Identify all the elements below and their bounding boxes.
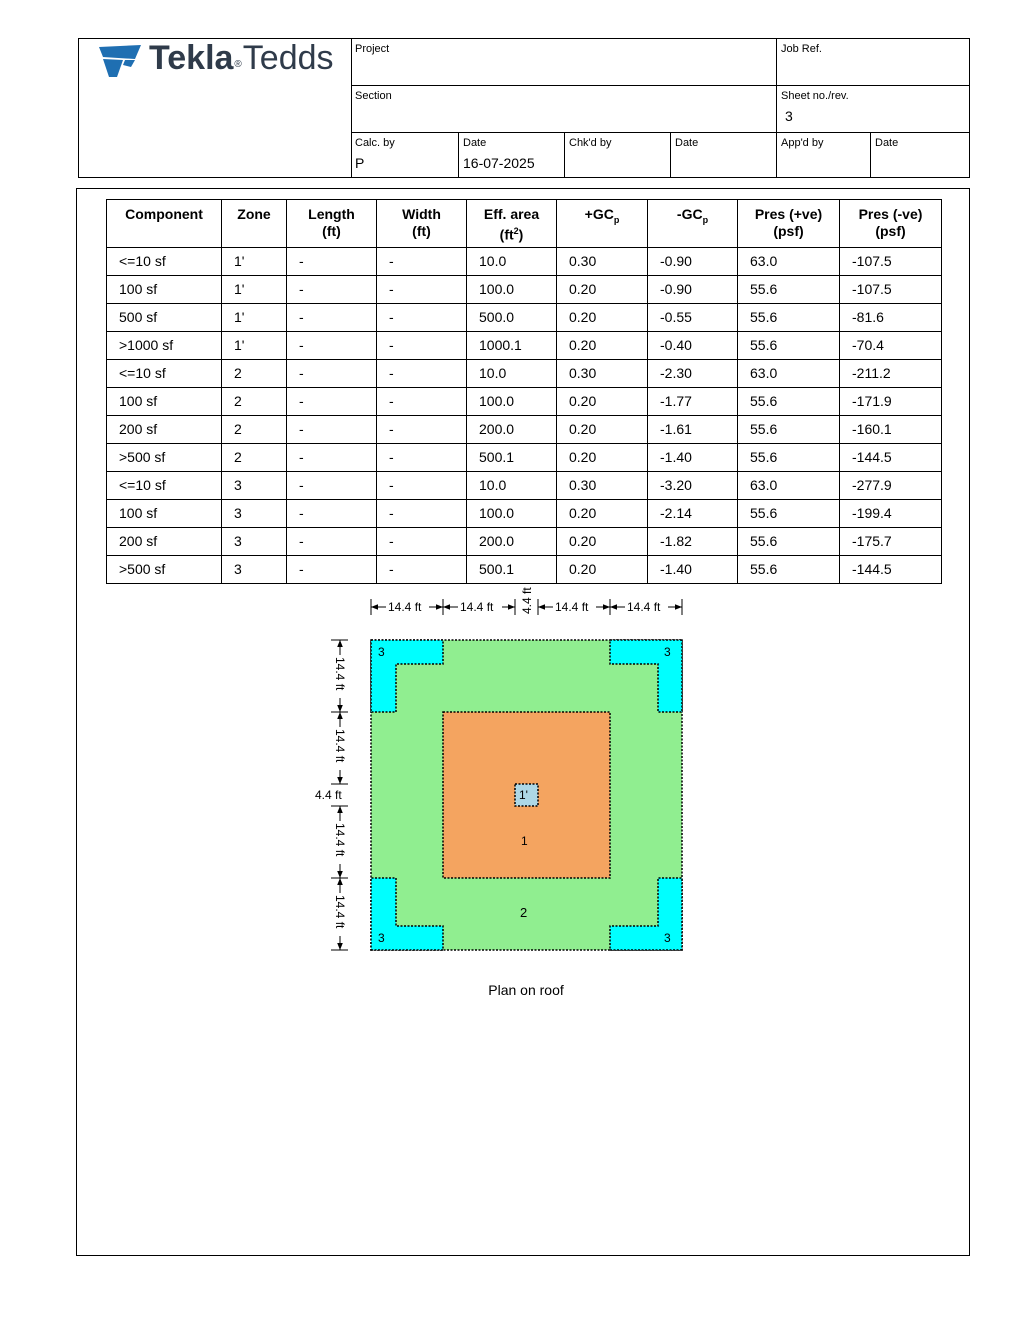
table-cell: -1.77 [648, 387, 738, 415]
header-component: Component [107, 200, 222, 248]
dim-left-center-label: 4.4 ft [315, 788, 342, 802]
table-cell: 0.20 [557, 303, 648, 331]
header-pos-gcp: $+GC_p$ [557, 200, 648, 248]
dim-left-3-label: 14.4 ft [333, 823, 347, 857]
table-cell: 63.0 [738, 247, 840, 275]
table-cell: - [377, 303, 467, 331]
table-cell: 55.6 [738, 443, 840, 471]
table-cell: -199.4 [840, 499, 942, 527]
date2-label: Date [675, 137, 699, 149]
table-cell: 10.0 [467, 471, 557, 499]
table-cell: - [287, 387, 377, 415]
table-cell: - [377, 443, 467, 471]
table-cell: 1' [222, 331, 287, 359]
table-cell: 1' [222, 247, 287, 275]
table-cell: -107.5 [840, 247, 942, 275]
table-cell: 100.0 [467, 275, 557, 303]
table-cell: -0.55 [648, 303, 738, 331]
logo-reg-mark: ® [234, 59, 242, 70]
table-cell: - [377, 499, 467, 527]
zone-3-label-br: 3 [664, 931, 671, 945]
header-width: Width (ft) [377, 200, 467, 248]
table-cell: 2 [222, 387, 287, 415]
table-cell: - [287, 555, 377, 583]
table-cell: 0.20 [557, 275, 648, 303]
table-cell: - [377, 387, 467, 415]
table-cell: -1.40 [648, 555, 738, 583]
sheet-label: Sheet no./rev. [781, 90, 849, 102]
table-cell: 100 sf [107, 499, 222, 527]
dim-left-1-label: 14.4 ft [333, 657, 347, 691]
table-cell: <=10 sf [107, 359, 222, 387]
logo-brand-bold: Tekla [149, 39, 234, 77]
table-cell: -0.40 [648, 331, 738, 359]
table-cell: 0.30 [557, 359, 648, 387]
dim-top-2-label: 14.4 ft [460, 600, 494, 614]
table-cell: -277.9 [840, 471, 942, 499]
table-cell: - [377, 527, 467, 555]
table-cell: - [287, 471, 377, 499]
table-cell: - [287, 359, 377, 387]
table-cell: <=10 sf [107, 247, 222, 275]
table-cell: -171.9 [840, 387, 942, 415]
table-cell: 100 sf [107, 387, 222, 415]
table-cell: -160.1 [840, 415, 942, 443]
table-cell: 55.6 [738, 331, 840, 359]
table-cell: -0.90 [648, 275, 738, 303]
zone-3-label-bl: 3 [378, 931, 385, 945]
table-cell: -70.4 [840, 331, 942, 359]
table-cell: -2.30 [648, 359, 738, 387]
dim-left-4-label: 14.4 ft [333, 895, 347, 929]
table-cell: - [287, 527, 377, 555]
table-cell: 0.20 [557, 331, 648, 359]
table-cell: 100.0 [467, 499, 557, 527]
table-cell: 55.6 [738, 387, 840, 415]
table-cell: 200 sf [107, 415, 222, 443]
table-cell: 500.1 [467, 443, 557, 471]
table-cell: -81.6 [840, 303, 942, 331]
table-cell: 55.6 [738, 415, 840, 443]
table-cell: -3.20 [648, 471, 738, 499]
table-cell: 100 sf [107, 275, 222, 303]
chkd-label: Chk'd by [569, 137, 612, 149]
jobref-label: Job Ref. [781, 43, 822, 55]
header-pres-pos: Pres (+ve) (psf) [738, 200, 840, 248]
table-cell: 0.20 [557, 499, 648, 527]
calcby-value: P [355, 155, 365, 171]
table-cell: 200.0 [467, 527, 557, 555]
header-eff-area: Eff. area $(ft^2)$ [467, 200, 557, 248]
table-cell: 0.20 [557, 415, 648, 443]
table-cell: 63.0 [738, 471, 840, 499]
table-cell: 500.1 [467, 555, 557, 583]
table-cell: -144.5 [840, 443, 942, 471]
table-cell: 55.6 [738, 275, 840, 303]
date1-value: 16-07-2025 [463, 155, 535, 171]
table-cell: 200 sf [107, 527, 222, 555]
table-cell: -1.82 [648, 527, 738, 555]
header-neg-gcp: $-GC_p$ [648, 200, 738, 248]
table-cell: 55.6 [738, 499, 840, 527]
table-cell: 2 [222, 443, 287, 471]
table-cell: 500 sf [107, 303, 222, 331]
table-cell: 2 [222, 415, 287, 443]
zone-3-label-tl: 3 [378, 645, 385, 659]
table-cell: 1' [222, 275, 287, 303]
header-length: Length (ft) [287, 200, 377, 248]
table-cell: 0.20 [557, 527, 648, 555]
table-cell: 63.0 [738, 359, 840, 387]
logo-brand-light: Tedds [242, 39, 334, 77]
zone-1prime-label: 1' [519, 788, 528, 802]
table-cell: 3 [222, 527, 287, 555]
dim-top-4-label: 14.4 ft [627, 600, 661, 614]
table-cell: -144.5 [840, 555, 942, 583]
table-cell: <=10 sf [107, 471, 222, 499]
table-cell: 100.0 [467, 387, 557, 415]
table-cell: 3 [222, 471, 287, 499]
table-cell: >500 sf [107, 443, 222, 471]
table-cell: 55.6 [738, 555, 840, 583]
project-label: Project [355, 43, 390, 55]
table-cell: - [377, 275, 467, 303]
section-label: Section [355, 90, 392, 102]
date1-label: Date [463, 137, 487, 149]
table-cell: 0.20 [557, 387, 648, 415]
table-cell: -211.2 [840, 359, 942, 387]
table-cell: - [287, 247, 377, 275]
table-cell: -1.61 [648, 415, 738, 443]
table-cell: 2 [222, 359, 287, 387]
zone-1-label: 1 [521, 834, 528, 848]
table-cell: -107.5 [840, 275, 942, 303]
table-cell: 0.30 [557, 247, 648, 275]
calcby-label: Calc. by [355, 137, 395, 149]
table-cell: - [377, 471, 467, 499]
table-cell: - [287, 443, 377, 471]
table-cell: 500.0 [467, 303, 557, 331]
dim-top-center-label: 4.4 ft [520, 587, 534, 614]
zone-3-label-tr: 3 [664, 645, 671, 659]
sheet-value: 3 [785, 108, 793, 124]
dim-left-2-label: 14.4 ft [333, 729, 347, 763]
table-cell: -2.14 [648, 499, 738, 527]
date3-label: Date [875, 137, 899, 149]
table-cell: - [287, 331, 377, 359]
table-cell: - [377, 415, 467, 443]
dim-top-1-label: 14.4 ft [388, 600, 422, 614]
table-cell: 0.20 [557, 443, 648, 471]
table-cell: - [377, 555, 467, 583]
table-cell: 0.30 [557, 471, 648, 499]
zone-2-label: 2 [520, 905, 528, 920]
table-cell: 200.0 [467, 415, 557, 443]
table-cell: 55.6 [738, 527, 840, 555]
table-cell: - [287, 275, 377, 303]
table-cell: 1000.1 [467, 331, 557, 359]
table-cell: 3 [222, 555, 287, 583]
table-cell: 3 [222, 499, 287, 527]
table-cell: -0.90 [648, 247, 738, 275]
table-cell: >1000 sf [107, 331, 222, 359]
table-cell: - [287, 303, 377, 331]
table-cell: - [287, 415, 377, 443]
table-cell: - [377, 331, 467, 359]
table-cell: - [377, 247, 467, 275]
table-cell: - [377, 359, 467, 387]
table-cell: >500 sf [107, 555, 222, 583]
table-cell: 10.0 [467, 359, 557, 387]
appd-label: App'd by [781, 137, 824, 149]
table-cell: 1' [222, 303, 287, 331]
table-cell: -175.7 [840, 527, 942, 555]
plan-caption: Plan on roof [488, 982, 564, 998]
table-cell: 55.6 [738, 303, 840, 331]
dim-top-3-label: 14.4 ft [555, 600, 589, 614]
table-cell: 0.20 [557, 555, 648, 583]
table-cell: -1.40 [648, 443, 738, 471]
table-cell: 10.0 [467, 247, 557, 275]
table-cell: - [287, 499, 377, 527]
header-zone: Zone [222, 200, 287, 248]
header-pres-neg: Pres (-ve) (psf) [840, 200, 942, 248]
